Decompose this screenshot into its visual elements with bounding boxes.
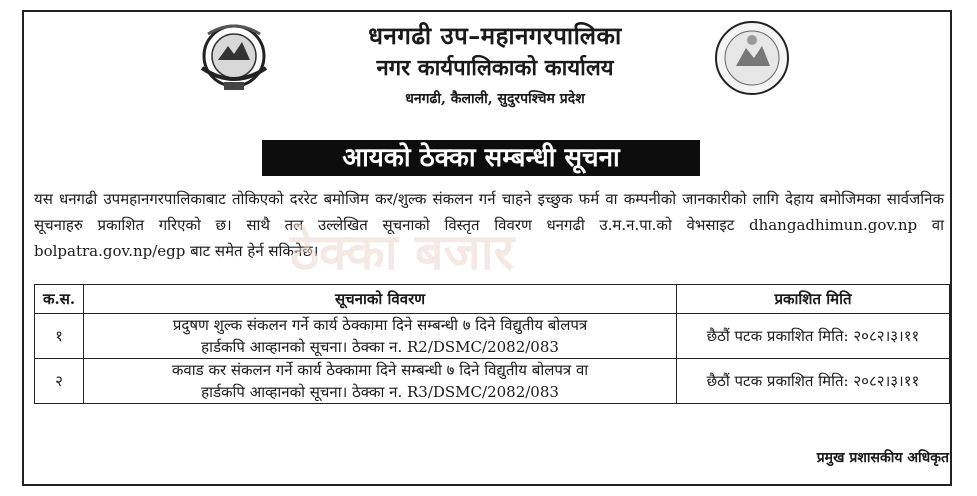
row-description-line: प्रदुषण शुल्क संकलन गर्ने कार्य ठेक्कामा दिने सम्बन्धी ७ दिने विद्युतीय बोलपत्र <box>172 316 588 334</box>
row-description-line: हार्डकपि आव्हानको सूचना। ठेक्का न. R2/DSMC/2082/083 <box>201 338 559 356</box>
row-description-line: कवाड कर संकलन गर्ने कार्य ठेक्कामा दिने सम्बन्धी ७ दिने विद्युतीय बोलपत्र वा <box>171 361 589 379</box>
col-header-sn: क.स. <box>35 285 84 314</box>
row-published: छैठौं पटक प्रकाशित मिति: २०८२।३।११ <box>677 359 950 404</box>
table-header-row <box>35 285 950 314</box>
notice-table <box>34 284 950 404</box>
office-subtitle: नगर कार्यपालिकाको कार्यालय <box>376 55 614 81</box>
table-row <box>35 359 950 404</box>
office-name: धनगढी उप–महानगरपालिका <box>368 21 622 50</box>
row-published: छैठौं पटक प्रकाशित मिति: २०८२।३।११ <box>677 314 950 359</box>
col-header-published: प्रकाशित मिति <box>677 285 950 314</box>
office-address: धनगढी, कैलाली, सुदुरपश्चिम प्रदेश <box>405 91 585 107</box>
table-row <box>35 314 950 359</box>
row-sn: २ <box>35 359 84 404</box>
col-header-description: सूचनाको विवरण <box>84 285 677 314</box>
signature: प्रमुख प्रशासकीय अधिकृत <box>816 450 949 466</box>
row-description-line: हार्डकपि आव्हानको सूचना। ठेक्का न. R3/DSMC/2082/083 <box>201 383 559 401</box>
letterhead <box>290 20 700 114</box>
row-description <box>84 314 677 359</box>
dhangadhi-municipality-logo-icon <box>712 18 792 98</box>
row-description <box>84 359 677 404</box>
intro-paragraph: यस धनगढी उपमहानगरपालिकाबाट तोकिएको दररेट बमोजिम कर/शुल्क संकलन गर्न चाहने इच्छुक फर्म वा कम्पनीको जानकारीको लागि देहाय बमोजिमका सार्वजनिक सूचनाहरु प्रकाशित गरिएको छ। साथै तल उल्लेखित सूचनाको विस्तृत विवरण धनगढी उ.म.न.पा.को वेभसाइट dhangadhimun.gov.np वा bolpatra.gov.np/egp बाट समेत हेर्न सकिनेछ। <box>34 190 944 260</box>
row-sn: १ <box>35 314 84 359</box>
watermark: ठेक्का बजार <box>290 223 515 281</box>
nepal-government-emblem-icon <box>188 16 280 96</box>
notice-title: आयको ठेक्का सम्बन्धी सूचना <box>262 140 700 176</box>
